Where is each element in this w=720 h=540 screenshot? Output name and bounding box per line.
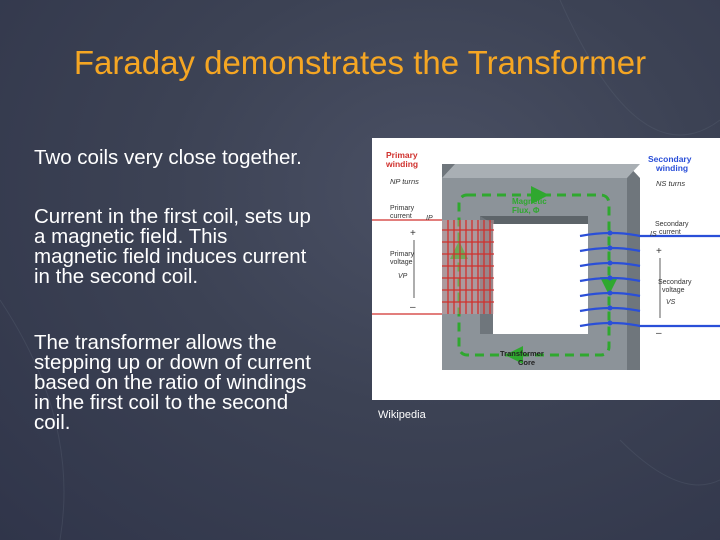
image-credit-caption: Wikipedia bbox=[378, 409, 426, 421]
secondary-voltage-label: Secondary voltage bbox=[658, 279, 692, 294]
primary-voltage-label: Primary voltage bbox=[390, 251, 415, 266]
bullet-magnetic-field: Current in the first coil, sets up a magnetic field. This magnetic field induces current in the second coil. bbox=[34, 205, 311, 288]
primary-voltage-symbol: VP bbox=[398, 273, 408, 280]
transformer-core-label: Transformer Core bbox=[500, 349, 544, 367]
primary-coil bbox=[372, 220, 494, 314]
primary-plus-sign: + bbox=[410, 228, 416, 239]
bullet-transformer-ratio: The transformer allows the stepping up or down of current based on the ratio of windings in the first coil to the second coil. bbox=[34, 331, 311, 434]
secondary-plus-sign: + bbox=[656, 246, 662, 257]
primary-current-label: Primary current bbox=[390, 205, 415, 220]
secondary-minus-sign: – bbox=[656, 328, 662, 339]
primary-current-symbol: IP bbox=[426, 215, 433, 222]
primary-winding-label: Primary winding bbox=[386, 150, 419, 169]
secondary-voltage-symbol: VS bbox=[666, 299, 676, 306]
transformer-diagram-svg bbox=[372, 138, 720, 400]
bullet-two-coils: Two coils very close together. bbox=[34, 146, 302, 169]
magnetic-flux-label: Magnetic Flux, Φ bbox=[512, 197, 547, 215]
primary-turns-label: NP turns bbox=[390, 177, 419, 186]
transformer-diagram bbox=[372, 138, 720, 400]
slide-title: Faraday demonstrates the Transformer bbox=[73, 44, 647, 81]
secondary-turns-label: NS turns bbox=[656, 179, 686, 188]
secondary-winding-label: Secondary winding bbox=[648, 154, 692, 173]
secondary-current-symbol: IS bbox=[650, 231, 657, 238]
primary-minus-sign: – bbox=[410, 302, 416, 313]
secondary-current-label: Secondary current bbox=[655, 221, 689, 236]
